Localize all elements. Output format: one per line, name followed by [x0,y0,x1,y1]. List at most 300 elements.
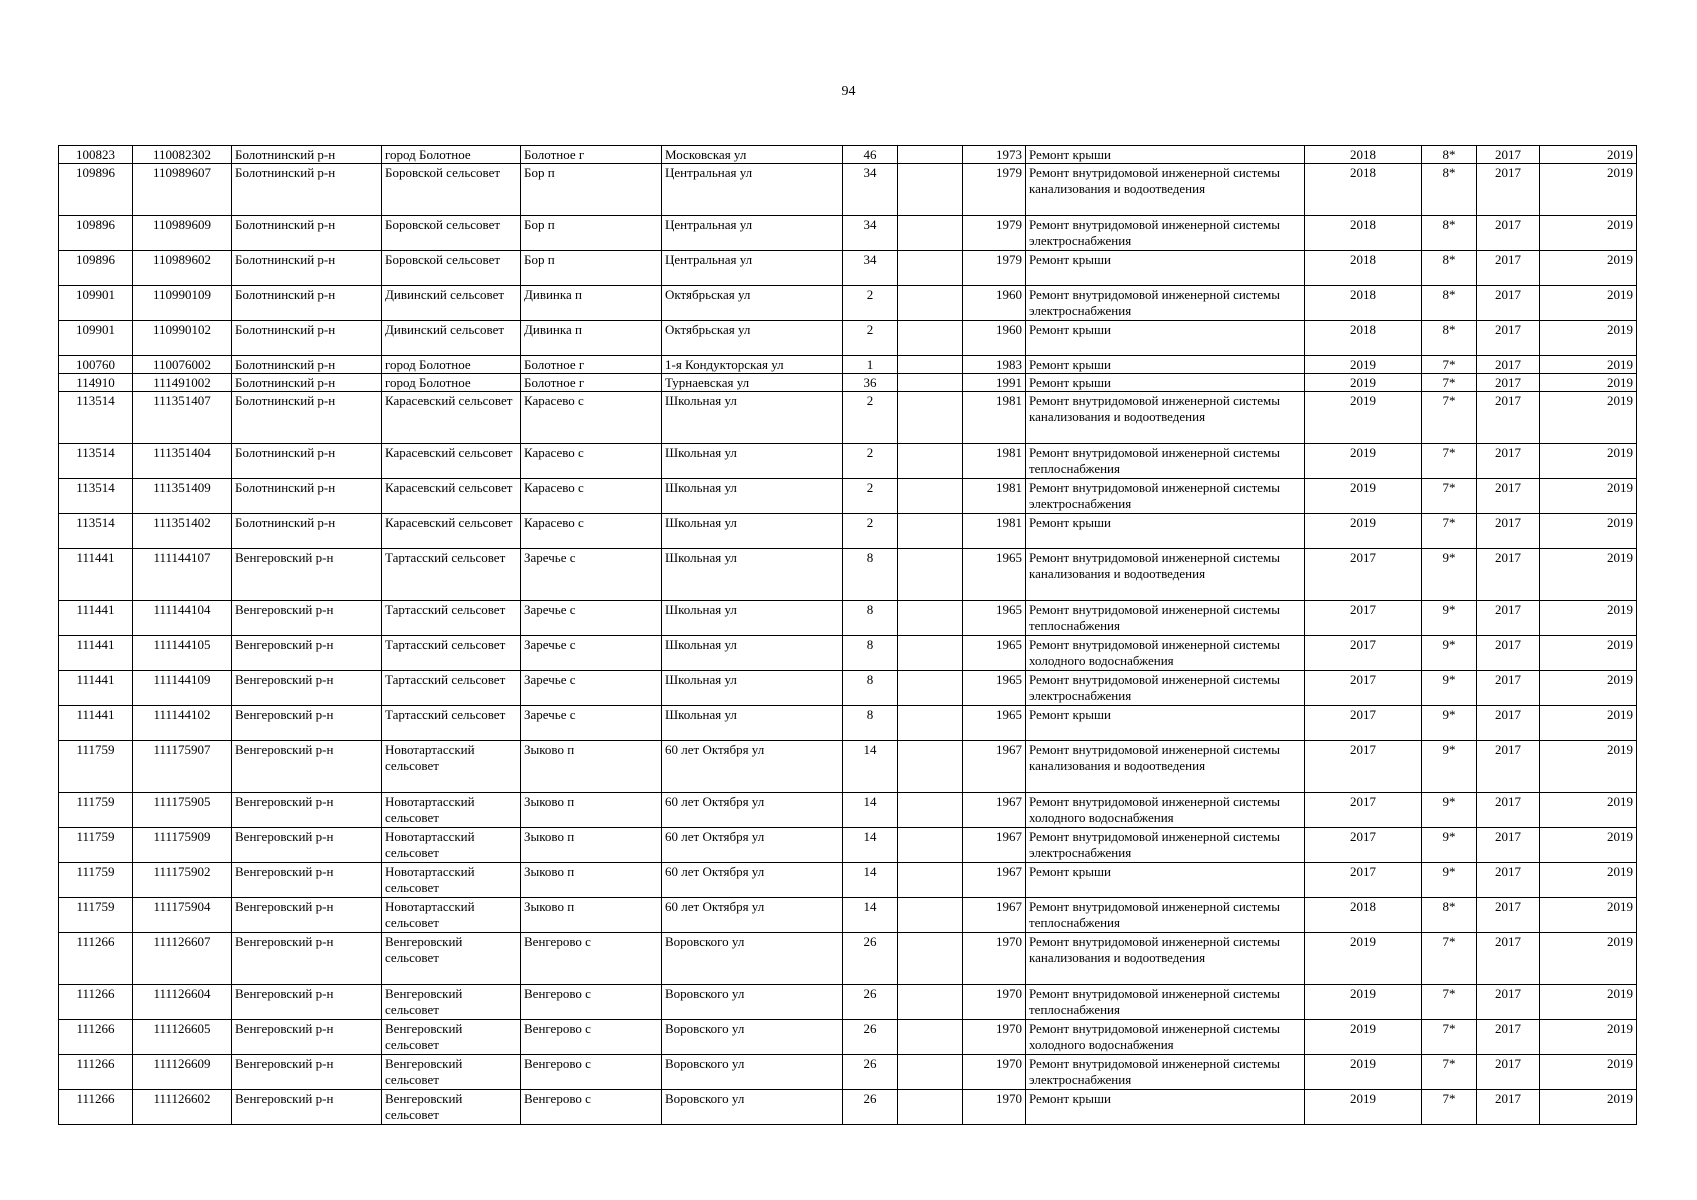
settlement-cell: Дивинский сельсовет [382,321,521,356]
house-id-cell: 109896 [59,164,133,216]
period-end-cell: 2019 [1540,741,1637,793]
work-type-cell: Ремонт внутридомовой инженерной системы электроснабжения [1026,828,1305,863]
work-type-cell: Ремонт внутридомовой инженерной системы канализования и водоотведения [1026,392,1305,444]
term-cell: 7* [1422,444,1477,479]
district-cell: Венгеровский р-н [232,671,382,706]
house-number-cell: 14 [843,741,898,793]
year-built-cell: 1967 [963,863,1026,898]
house-number-cell: 2 [843,392,898,444]
work-type-cell: Ремонт внутридомовой инженерной системы теплоснабжения [1026,898,1305,933]
locality-cell: Заречье с [521,549,662,601]
house-number-cell: 8 [843,671,898,706]
settlement-cell: Тартасский сельсовет [382,671,521,706]
term-cell: 7* [1422,374,1477,392]
extra-cell [898,321,963,356]
planned-year-cell: 2017 [1305,601,1422,636]
planned-year-cell: 2019 [1305,392,1422,444]
house-id-cell: 109901 [59,321,133,356]
work-code-cell: 111126604 [133,985,232,1020]
district-cell: Венгеровский р-н [232,706,382,741]
settlement-cell: Карасевский сельсовет [382,444,521,479]
street-cell: Октябрьская ул [662,321,843,356]
locality-cell: Зыково п [521,898,662,933]
settlement-cell: Новотартасский сельсовет [382,898,521,933]
house-id-cell: 100760 [59,356,133,374]
extra-cell [898,164,963,216]
work-code-cell: 111126605 [133,1020,232,1055]
house-id-cell: 113514 [59,479,133,514]
settlement-cell: город Болотное [382,356,521,374]
locality-cell: Зыково п [521,828,662,863]
house-number-cell: 2 [843,286,898,321]
work-code-cell: 111175909 [133,828,232,863]
year-built-cell: 1981 [963,514,1026,549]
house-number-cell: 36 [843,374,898,392]
year-built-cell: 1960 [963,321,1026,356]
street-cell: 60 лет Октября ул [662,741,843,793]
settlement-cell: Новотартасский сельсовет [382,793,521,828]
work-code-cell: 111175904 [133,898,232,933]
period-end-cell: 2019 [1540,601,1637,636]
table-row [59,146,1637,164]
period-end-cell: 2019 [1540,636,1637,671]
table-row [59,356,1637,374]
district-cell: Болотнинский р-н [232,356,382,374]
period-end-cell: 2019 [1540,1090,1637,1125]
district-cell: Венгеровский р-н [232,741,382,793]
year-built-cell: 1967 [963,898,1026,933]
house-id-cell: 111266 [59,1090,133,1125]
locality-cell: Карасево с [521,479,662,514]
work-type-cell: Ремонт внутридомовой инженерной системы электроснабжения [1026,1055,1305,1090]
work-code-cell: 110989602 [133,251,232,286]
year-built-cell: 1965 [963,601,1026,636]
district-cell: Венгеровский р-н [232,601,382,636]
settlement-cell: Боровской сельсовет [382,216,521,251]
period-start-cell: 2017 [1477,793,1540,828]
street-cell: Школьная ул [662,514,843,549]
house-number-cell: 2 [843,514,898,549]
planned-year-cell: 2017 [1305,828,1422,863]
year-built-cell: 1973 [963,146,1026,164]
work-code-cell: 111175907 [133,741,232,793]
table-row [59,793,1637,828]
period-end-cell: 2019 [1540,444,1637,479]
period-end-cell: 2019 [1540,286,1637,321]
period-end-cell: 2019 [1540,514,1637,549]
period-start-cell: 2017 [1477,863,1540,898]
extra-cell [898,601,963,636]
street-cell: Воровского ул [662,1020,843,1055]
table-row [59,671,1637,706]
period-start-cell: 2017 [1477,671,1540,706]
locality-cell: Болотное г [521,146,662,164]
district-cell: Венгеровский р-н [232,636,382,671]
district-cell: Венгеровский р-н [232,1020,382,1055]
period-start-cell: 2017 [1477,251,1540,286]
district-cell: Венгеровский р-н [232,1055,382,1090]
period-start-cell: 2017 [1477,374,1540,392]
period-start-cell: 2017 [1477,1090,1540,1125]
settlement-cell: город Болотное [382,374,521,392]
year-built-cell: 1967 [963,793,1026,828]
term-cell: 7* [1422,392,1477,444]
period-end-cell: 2019 [1540,216,1637,251]
table-row [59,286,1637,321]
work-code-cell: 111126607 [133,933,232,985]
year-built-cell: 1965 [963,549,1026,601]
district-cell: Болотнинский р-н [232,286,382,321]
year-built-cell: 1981 [963,444,1026,479]
work-type-cell: Ремонт внутридомовой инженерной системы теплоснабжения [1026,985,1305,1020]
period-start-cell: 2017 [1477,392,1540,444]
year-built-cell: 1970 [963,985,1026,1020]
settlement-cell: Венгеровский сельсовет [382,1020,521,1055]
period-end-cell: 2019 [1540,374,1637,392]
term-cell: 9* [1422,549,1477,601]
extra-cell [898,356,963,374]
locality-cell: Венгерово с [521,1020,662,1055]
period-start-cell: 2017 [1477,985,1540,1020]
period-end-cell: 2019 [1540,933,1637,985]
period-end-cell: 2019 [1540,985,1637,1020]
house-id-cell: 111266 [59,1020,133,1055]
locality-cell: Зыково п [521,793,662,828]
settlement-cell: Новотартасский сельсовет [382,828,521,863]
house-number-cell: 34 [843,164,898,216]
term-cell: 8* [1422,321,1477,356]
street-cell: Школьная ул [662,601,843,636]
planned-year-cell: 2019 [1305,985,1422,1020]
street-cell: 60 лет Октября ул [662,793,843,828]
period-start-cell: 2017 [1477,706,1540,741]
house-number-cell: 34 [843,251,898,286]
planned-year-cell: 2019 [1305,479,1422,514]
locality-cell: Карасево с [521,444,662,479]
term-cell: 9* [1422,671,1477,706]
term-cell: 7* [1422,933,1477,985]
table-row [59,251,1637,286]
street-cell: Школьная ул [662,706,843,741]
house-id-cell: 111759 [59,898,133,933]
extra-cell [898,741,963,793]
work-type-cell: Ремонт крыши [1026,514,1305,549]
table-row [59,636,1637,671]
locality-cell: Заречье с [521,636,662,671]
period-start-cell: 2017 [1477,514,1540,549]
term-cell: 7* [1422,985,1477,1020]
house-id-cell: 111759 [59,741,133,793]
term-cell: 8* [1422,164,1477,216]
period-start-cell: 2017 [1477,636,1540,671]
house-number-cell: 46 [843,146,898,164]
planned-year-cell: 2017 [1305,793,1422,828]
street-cell: Школьная ул [662,392,843,444]
house-id-cell: 109901 [59,286,133,321]
year-built-cell: 1970 [963,1090,1026,1125]
work-type-cell: Ремонт крыши [1026,356,1305,374]
work-code-cell: 110082302 [133,146,232,164]
locality-cell: Венгерово с [521,985,662,1020]
settlement-cell: Карасевский сельсовет [382,514,521,549]
work-code-cell: 110990102 [133,321,232,356]
street-cell: Школьная ул [662,479,843,514]
period-start-cell: 2017 [1477,741,1540,793]
planned-year-cell: 2019 [1305,444,1422,479]
term-cell: 8* [1422,146,1477,164]
house-id-cell: 111441 [59,706,133,741]
house-number-cell: 14 [843,863,898,898]
term-cell: 9* [1422,741,1477,793]
period-start-cell: 2017 [1477,479,1540,514]
street-cell: Центральная ул [662,251,843,286]
street-cell: 60 лет Октября ул [662,828,843,863]
house-number-cell: 8 [843,601,898,636]
year-built-cell: 1960 [963,286,1026,321]
period-start-cell: 2017 [1477,356,1540,374]
house-number-cell: 34 [843,216,898,251]
year-built-cell: 1970 [963,933,1026,985]
settlement-cell: Венгеровский сельсовет [382,933,521,985]
term-cell: 7* [1422,1090,1477,1125]
locality-cell: Дивинка п [521,286,662,321]
locality-cell: Зыково п [521,741,662,793]
street-cell: Центральная ул [662,164,843,216]
extra-cell [898,479,963,514]
locality-cell: Болотное г [521,374,662,392]
work-code-cell: 111144109 [133,671,232,706]
planned-year-cell: 2019 [1305,1055,1422,1090]
table-row [59,741,1637,793]
table-body [59,146,1637,1125]
street-cell: Школьная ул [662,671,843,706]
work-code-cell: 111144104 [133,601,232,636]
period-end-cell: 2019 [1540,392,1637,444]
planned-year-cell: 2017 [1305,863,1422,898]
year-built-cell: 1979 [963,251,1026,286]
street-cell: 60 лет Октября ул [662,898,843,933]
planned-year-cell: 2019 [1305,1090,1422,1125]
street-cell: Школьная ул [662,549,843,601]
house-id-cell: 111441 [59,636,133,671]
district-cell: Болотнинский р-н [232,146,382,164]
work-type-cell: Ремонт крыши [1026,321,1305,356]
table-row [59,1090,1637,1125]
table-row [59,392,1637,444]
extra-cell [898,216,963,251]
work-type-cell: Ремонт внутридомовой инженерной системы канализования и водоотведения [1026,741,1305,793]
year-built-cell: 1979 [963,164,1026,216]
district-cell: Венгеровский р-н [232,1090,382,1125]
table-row [59,1020,1637,1055]
district-cell: Венгеровский р-н [232,985,382,1020]
street-cell: Воровского ул [662,1090,843,1125]
year-built-cell: 1991 [963,374,1026,392]
settlement-cell: Тартасский сельсовет [382,636,521,671]
house-number-cell: 8 [843,636,898,671]
extra-cell [898,671,963,706]
repair-schedule-table [58,145,1637,1125]
table-row [59,444,1637,479]
street-cell: Турнаевская ул [662,374,843,392]
table-row [59,863,1637,898]
locality-cell: Болотное г [521,356,662,374]
house-number-cell: 8 [843,706,898,741]
planned-year-cell: 2017 [1305,671,1422,706]
locality-cell: Зыково п [521,863,662,898]
year-built-cell: 1981 [963,392,1026,444]
house-number-cell: 8 [843,549,898,601]
period-end-cell: 2019 [1540,356,1637,374]
term-cell: 7* [1422,479,1477,514]
period-end-cell: 2019 [1540,898,1637,933]
house-number-cell: 2 [843,321,898,356]
period-end-cell: 2019 [1540,251,1637,286]
district-cell: Болотнинский р-н [232,374,382,392]
house-id-cell: 111441 [59,671,133,706]
period-end-cell: 2019 [1540,549,1637,601]
extra-cell [898,251,963,286]
house-id-cell: 111266 [59,933,133,985]
planned-year-cell: 2018 [1305,251,1422,286]
table-row [59,164,1637,216]
house-number-cell: 26 [843,933,898,985]
work-type-cell: Ремонт внутридомовой инженерной системы холодного водоснабжения [1026,793,1305,828]
term-cell: 8* [1422,286,1477,321]
work-type-cell: Ремонт крыши [1026,374,1305,392]
extra-cell [898,863,963,898]
house-id-cell: 114910 [59,374,133,392]
house-id-cell: 109896 [59,251,133,286]
term-cell: 8* [1422,898,1477,933]
work-code-cell: 111144102 [133,706,232,741]
work-code-cell: 111126609 [133,1055,232,1090]
work-code-cell: 111351404 [133,444,232,479]
period-end-cell: 2019 [1540,863,1637,898]
settlement-cell: Тартасский сельсовет [382,601,521,636]
house-id-cell: 113514 [59,514,133,549]
work-code-cell: 111144107 [133,549,232,601]
house-number-cell: 14 [843,793,898,828]
work-type-cell: Ремонт внутридомовой инженерной системы электроснабжения [1026,479,1305,514]
district-cell: Болотнинский р-н [232,479,382,514]
table-row [59,706,1637,741]
period-end-cell: 2019 [1540,706,1637,741]
table-row [59,985,1637,1020]
street-cell: Центральная ул [662,216,843,251]
work-code-cell: 111175905 [133,793,232,828]
period-end-cell: 2019 [1540,671,1637,706]
house-id-cell: 111266 [59,985,133,1020]
table-row [59,549,1637,601]
settlement-cell: Новотартасский сельсовет [382,741,521,793]
planned-year-cell: 2019 [1305,374,1422,392]
district-cell: Болотнинский р-н [232,216,382,251]
term-cell: 9* [1422,601,1477,636]
house-number-cell: 26 [843,1090,898,1125]
street-cell: 1-я Кондукторская ул [662,356,843,374]
settlement-cell: Венгеровский сельсовет [382,1090,521,1125]
house-id-cell: 100823 [59,146,133,164]
extra-cell [898,146,963,164]
settlement-cell: Боровской сельсовет [382,164,521,216]
year-built-cell: 1981 [963,479,1026,514]
street-cell: Воровского ул [662,933,843,985]
planned-year-cell: 2019 [1305,933,1422,985]
district-cell: Венгеровский р-н [232,793,382,828]
work-code-cell: 110989609 [133,216,232,251]
extra-cell [898,706,963,741]
period-start-cell: 2017 [1477,601,1540,636]
planned-year-cell: 2018 [1305,286,1422,321]
term-cell: 9* [1422,793,1477,828]
extra-cell [898,392,963,444]
house-id-cell: 111759 [59,793,133,828]
extra-cell [898,1090,963,1125]
settlement-cell: город Болотное [382,146,521,164]
table-row [59,1055,1637,1090]
year-built-cell: 1965 [963,636,1026,671]
house-id-cell: 111441 [59,549,133,601]
settlement-cell: Тартасский сельсовет [382,706,521,741]
house-id-cell: 111759 [59,828,133,863]
house-id-cell: 113514 [59,392,133,444]
work-type-cell: Ремонт крыши [1026,1090,1305,1125]
extra-cell [898,549,963,601]
year-built-cell: 1979 [963,216,1026,251]
extra-cell [898,1055,963,1090]
table-row [59,601,1637,636]
period-end-cell: 2019 [1540,828,1637,863]
work-code-cell: 110990109 [133,286,232,321]
locality-cell: Венгерово с [521,1055,662,1090]
extra-cell [898,828,963,863]
period-start-cell: 2017 [1477,286,1540,321]
term-cell: 9* [1422,828,1477,863]
work-type-cell: Ремонт внутридомовой инженерной системы канализования и водоотведения [1026,164,1305,216]
work-code-cell: 110989607 [133,164,232,216]
locality-cell: Бор п [521,164,662,216]
work-code-cell: 110076002 [133,356,232,374]
settlement-cell: Карасевский сельсовет [382,479,521,514]
settlement-cell: Боровской сельсовет [382,251,521,286]
table-row [59,828,1637,863]
house-id-cell: 113514 [59,444,133,479]
year-built-cell: 1965 [963,671,1026,706]
extra-cell [898,793,963,828]
street-cell: Воровского ул [662,1055,843,1090]
period-end-cell: 2019 [1540,793,1637,828]
planned-year-cell: 2017 [1305,636,1422,671]
house-number-cell: 26 [843,985,898,1020]
planned-year-cell: 2017 [1305,706,1422,741]
settlement-cell: Тартасский сельсовет [382,549,521,601]
term-cell: 9* [1422,863,1477,898]
extra-cell [898,514,963,549]
year-built-cell: 1965 [963,706,1026,741]
work-code-cell: 111351409 [133,479,232,514]
period-end-cell: 2019 [1540,1055,1637,1090]
table-row [59,479,1637,514]
locality-cell: Заречье с [521,601,662,636]
planned-year-cell: 2019 [1305,356,1422,374]
period-start-cell: 2017 [1477,1020,1540,1055]
locality-cell: Бор п [521,216,662,251]
extra-cell [898,444,963,479]
work-type-cell: Ремонт внутридомовой инженерной системы теплоснабжения [1026,444,1305,479]
work-code-cell: 111144105 [133,636,232,671]
district-cell: Болотнинский р-н [232,392,382,444]
